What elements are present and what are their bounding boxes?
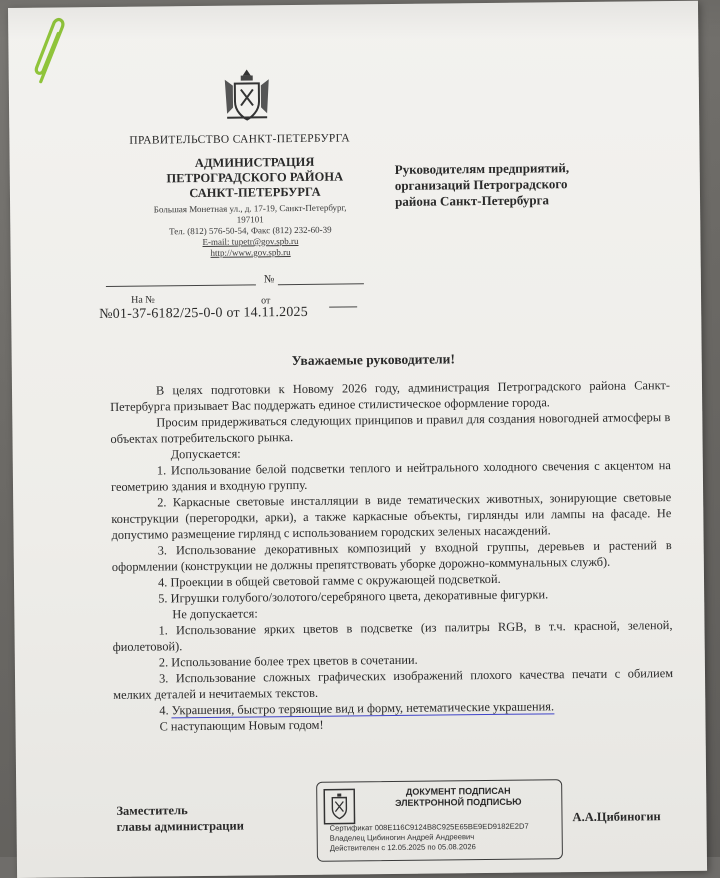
certificate-owner: Владелец Цибиногин Андрей Андреевич <box>329 832 475 843</box>
allowed-item: 2. Каркасные световые инсталляции в виде тематических животных, зонирующие световые конструкции (перегородки, арки), а также каркасные объекты, гирлянды или лампы на фасаде. Не допустимо размещение гирлянд с использованием городских зеленых насаждений. <box>111 490 672 542</box>
email-link[interactable]: E-mail: tupetr@gov.spb.ru <box>202 235 299 247</box>
stamp-details <box>330 821 558 853</box>
coat-of-arms-icon <box>323 788 355 824</box>
contact-block <box>135 202 366 259</box>
forbidden-heading: Не допускается: <box>172 606 258 622</box>
forbidden-item: 1. Использование ярких цветов в подсветке (из палитры RGB, в т.ч. красной, зеленой, фиолетовой). <box>112 618 673 654</box>
postal-code: 197101 <box>236 214 264 225</box>
phone-fax: Тел. (812) 576-50-54, Факс (812) 232-60-39 <box>168 224 332 237</box>
administration-name: АДМИНИСТРАЦИЯ ПЕТРОГРАДСКОГО РАЙОНА САНКТ-ПЕТЕРБУРГА <box>166 154 344 201</box>
underlined-text: Украшения, быстро теряющие вид и форму, нетематические украшения. <box>171 699 555 718</box>
letter-body <box>110 377 674 735</box>
electronic-signature-stamp <box>316 779 563 862</box>
number-sign: № <box>263 273 275 286</box>
paperclip-icon <box>30 15 71 87</box>
signatory-name: А.А.Цибиногин <box>572 809 661 825</box>
salutation: Уважаемые руководители! <box>291 351 455 369</box>
recipient-block: Руководителям предприятий, организаций Петроградского района Санкт-Петербурга <box>394 160 570 209</box>
allowed-item: 5. Игрушки голубого/золотого/серебряного цвета, декоративные фигурки. <box>158 587 549 606</box>
closing-line: С наступающим Новым годом! <box>159 717 324 734</box>
request-paragraph: Просим придерживаться следующих принципов и правил для создания новогодней атмосферы в объектах потребительского рынка. <box>110 410 671 446</box>
stamp-title: ДОКУМЕНТ ПОДПИСАН ЭЛЕКТРОННОЙ ПОДПИСЬЮ <box>395 785 522 808</box>
allowed-heading: Допускается: <box>170 446 241 462</box>
incoming-number-label: На № <box>131 294 155 306</box>
outgoing-number-line <box>106 272 376 289</box>
incoming-date-label: от <box>261 295 271 307</box>
blank-line <box>278 283 364 285</box>
allowed-item: 3. Использование декоративных композиций у входной группы, деревьев и растений в оформлении (конструкции не должны препятствовать уборке дорожно-коммунальных служб). <box>111 538 672 574</box>
government-title: ПРАВИТЕЛЬСТВО САНКТ-ПЕТЕРБУРГА <box>129 132 350 147</box>
document-reference: №01-37-6182/25-0-0 от 14.11.2025 <box>99 304 309 323</box>
forbidden-item: 3. Использование сложных графических изображений плохого качества печати с обилием мелких деталей и нечитаемых текстов. <box>113 666 674 702</box>
website-link[interactable]: http://www.gov.spb.ru <box>210 247 291 258</box>
intro-paragraph: В целях подготовки к Новому 2026 году, администрация Петроградского района Санкт-Петербурга призывает Вас поддержать единое стилистическое оформление города. <box>110 378 671 414</box>
blank-line <box>106 284 256 287</box>
allowed-item: 4. Проекции в общей световой гамме с окружающей подсветкой. <box>157 571 501 590</box>
certificate-validity: Действителен с 12.05.2025 по 05.08.2026 <box>329 842 476 853</box>
certificate-number: Сертификат 008E116C9124B8C925E65BE9ED9182E2D7 <box>329 821 529 833</box>
street-address: Большая Монетная ул., д. 17-19, Санкт-Петербург, <box>153 202 347 215</box>
blank-line <box>329 306 357 307</box>
letter-page <box>8 1 707 878</box>
forbidden-item: 2. Использование более трех цветов в сочетании. <box>158 652 418 670</box>
signatory-position: Заместитель главы администрации <box>116 803 244 834</box>
forbidden-item: 4. Украшения, быстро теряющие вид и форму, нетематические украшения. <box>159 699 555 718</box>
coat-of-arms-icon <box>221 67 274 124</box>
allowed-item: 1. Использование белой подсветки теплого и нейтрального холодного свечения с акцентом на геометрию здания и входную группу. <box>110 458 671 494</box>
